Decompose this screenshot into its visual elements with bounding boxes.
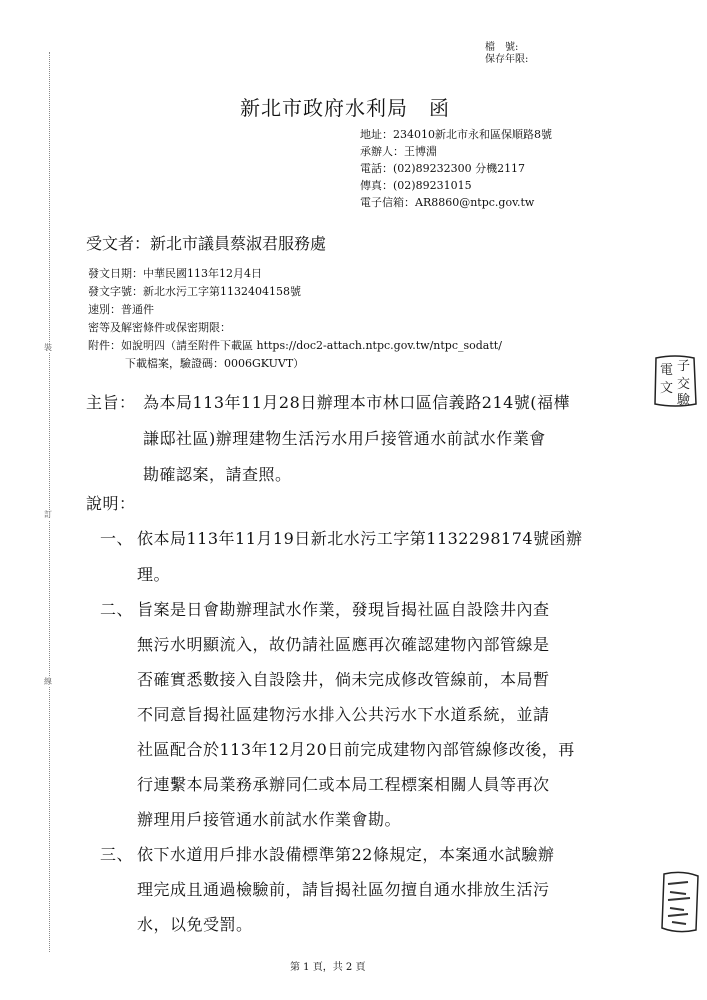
item-line: 依本局113年11月19日新北水污工字第1132298174號函辦 (137, 529, 583, 548)
subject-line: 謙邸社區)辦理建物生活污水用戶接管通水前試水作業會 (143, 429, 546, 448)
attachment-line-1: 附件：如說明四（請至附件下載區 https://doc2-attach.ntpc.gov.tw/ntpc_sodatt/ (88, 339, 502, 352)
stamp-char: 驗 (677, 393, 691, 408)
file-number-label: 檔 號: (485, 42, 519, 53)
explanation-label: 說明： (86, 494, 136, 513)
item-line: 不同意旨揭社區建物污水排入公共污水下水道系統，並請 (137, 705, 550, 724)
secrecy-level: 密等及解密條件或保密期限： (88, 321, 231, 334)
attachment-line-2: 下載檔案，驗證碼：0006GKUVT） (125, 357, 305, 370)
electronic-exchange-stamp (652, 352, 698, 410)
item-line: 辦理用戶接管通水前試水作業會勘。 (137, 810, 402, 829)
stamp-char: 交 (677, 377, 691, 392)
page-footer: 第 1 頁，共 2 頁 (290, 962, 366, 973)
item-line: 否確實悉數接入自設陰井，倘未完成修改管線前，本局暫 (137, 670, 550, 689)
binding-mark-ding: 訂 (44, 510, 52, 519)
item-line: 行連繫本局業務承辦同仁或本局工程標案相關人員等再次 (137, 775, 550, 794)
contact-officer: 承辦人：王博淵 (360, 145, 437, 158)
item-line: 理。 (137, 565, 171, 584)
contact-email: 電子信箱：AR8860@ntpc.gov.tw (360, 196, 535, 209)
document-number: 發文字號：新北水污工字第1132404158號 (88, 285, 301, 298)
recipient: 受文者：新北市議員蔡淑君服務處 (86, 234, 327, 253)
item-line: 無污水明顯流入，故仍請社區應再次確認建物內部管線是 (137, 635, 550, 654)
retention-label: 保存年限: (485, 54, 529, 65)
contact-phone: 電話：(02)89232300 分機2117 (360, 162, 526, 175)
binding-line (49, 52, 50, 952)
contact-address: 地址：234010新北市永和區保順路8號 (360, 128, 552, 141)
item-number: 三、 (100, 845, 134, 864)
item-line: 依下水道用戶排水設備標準第22條規定，本案通水試驗辦 (137, 845, 555, 864)
stamp-char: 子 (677, 359, 691, 374)
stamp-char: 電 (660, 363, 674, 378)
stamp-char: 文 (660, 381, 674, 396)
binding-mark-xian: 線 (44, 677, 52, 686)
subject-label: 主旨： (86, 393, 136, 412)
issue-date: 發文日期：中華民國113年12月4日 (88, 267, 262, 280)
item-line: 社區配合於113年12月20日前完成建物內部管線修改後，再 (137, 740, 575, 759)
subject-line: 為本局113年11月28日辦理本市林口區信義路214號(福樺 (143, 393, 571, 412)
item-line: 理完成且通過檢驗前，請旨揭社區勿擅自通水排放生活污 (137, 880, 550, 899)
stamp-graphic-lower (658, 870, 700, 934)
subject-line: 勘確認案，請查照。 (143, 465, 292, 484)
item-number: 二、 (100, 600, 134, 619)
contact-fax: 傳真：(02)89231015 (360, 179, 472, 192)
item-line: 水，以免受罰。 (137, 915, 253, 934)
document-title: 新北市政府水利局 函 (240, 96, 450, 120)
electronic-exchange-stamp-lower (658, 870, 700, 934)
stamp-graphic (652, 352, 698, 410)
speed-class: 速別：普通件 (88, 303, 154, 316)
item-number: 一、 (100, 529, 134, 548)
binding-mark-zhuang: 裝 (44, 343, 52, 352)
item-line: 旨案是日會勘辦理試水作業，發現旨揭社區自設陰井內查 (137, 600, 550, 619)
